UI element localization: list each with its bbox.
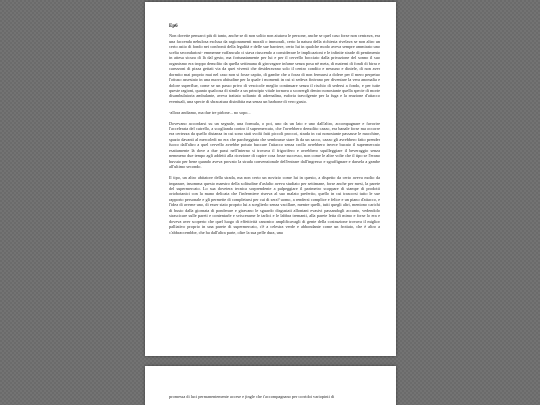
paragraph: -allora andiamo, ma due tre pirlone... no sopo...	[169, 109, 251, 115]
document-page-2	[145, 366, 396, 405]
paragraph: Dovevano accordarsi su un segnale, una formula, o poi, uno da un lato e uno dall'altro, accompagnare e favorire l'accelerata del cutrello, a scoglianda contro il supermercato, che l'avrebbero demolito cazzo, era banale forse ma occorre era certezza da quello distanza in cui sono stati svolti fatti piccoli proccoi, strada in cui nonostante passasse le macchine, spazio davanti al mercoledi no era che parcheggiata che sembrasse stare là da un sacco, cazzo gli avrebbero fatto prender fuoco dall'altro a quel cervello avrebbe potuto buccare l'attacco senza crollo avrebbero invece bucato il supermercato esattamente là dove a due passi nell'interno si trovava il frigorifero e avrebbero squilleggiare il beveraggio senza nemmeno due tempo agli addetti alla ricezione di capire cosa fosse successo, non come le altre volte che il tipo se l'erano buvuto per bene quando aveva provato la strada convenzionale dell'entrare dall'ingresso e sgraffignare e darsela a gambe all'ultimo secondo.	[169, 120, 380, 170]
paragraph: promessa di luci permanentemente accese e jingle che t'accompagnano per corridoi variopinti di	[169, 394, 335, 399]
chapter-heading: Ep6	[169, 24, 178, 29]
page-content	[169, 24, 380, 240]
paragraph: Il tipo, un altro abitatore della strada, ma non certo un novizio come lui in questo, a dispetto da certo aveva molto da imparare, insomma questo maestro della solitudine d'asfalto aveva studiato per settimane, forse anche per mesi, la parete del supermercato. Lo sua dovetera tecnica sorprendente a palpeggiare il parimetro scoppare di stampe di prodotti ortobotanici con la mano delicata che l'infermiere riserva al suo malato preferito, quello in cui trascorsi tutto le sue rapporto personale e gli permette di completarsi per cui di sera? uomo, a rendersi complice e felice e un piano d'attacco, e l'idea di averne uno, di esser stato proprio lui a sceglierlo senza vacillare, mentre quelli, tutti quegli altri, mentono carichi di busto dalla giornata di ponderare e giravano le sguardo disgustati allontani evasivi passandogli accanto, vedendolo strascicare sulle pareti e contentarle e sviscerarne le tarlici e le labbra tremanti, alla parete letta di mimo e forse lo era e doveva aver scoperto che quel luogo di effettività canonico amplificavagli di gente della costruzione trovava il miglior palliativo proprio in una parete di supermercato, c'è a celestra verde e abbondante come un frottato, che è altro a c'abbraccembbe, che ha dall'altra parte, oltre la sua pelle dura, una	[169, 175, 380, 235]
document-page-1	[145, 2, 396, 356]
paragraph: Non dovette pensarci più di tanto, anche se di non solito non aiutava le persone, anche se quel caso forse non centrava, era una faccenda nebulosa esclusa da ragionamenti morali o immorali, certo la natura della richiesta rivelava se non altro un certo astio di fondo nei confronti della legalità e delle sue barriere, certo lui in qualche modo aveva sempre ammirato uno scelta secondariosi- emmenne vaffanculo ci stava riuscendo a considerare le implicazioni e le infinite strade di pentimento in attesa sicura di là dal gesto, ma fortunatamente per lui e per il cervello bocciato dalla privazione del sonno il suo organismo era troppo demolito da quella settimana di girovagare infame senza posa nè meta, di materni di fondi di birra e carezzoni di pizza gettati via da quei viventi che desideravano solo il centro condito e nessuno e diniele, di non aver dormito mai proprio mai nel caso non si fosse capito, di gambe che a forza di non fermarsi a dolere per il mero perpetuo l'ottuso assestato in una nuova abitudine per la quale i momenti in cui si sedeva finivano per diventare la vera anomalia e dolore superflue, come se un passo privo di vescicole meglio continuare senza il rischio di sedersi a fondo, e per tutte queste ragioni, quanto qualcosa di simile a un principio vitale tornava a scorrergli dentro nonostante quella specie di morte disambulatoria ambulante, aveva trattato soltanto di adrenalina, euforia travolgente per la fuga e la reazione d'attacco eventuali, una specie di sbracatura disinibita ma senza un barbone di vero gusto.	[169, 33, 380, 104]
page-content	[169, 394, 380, 405]
